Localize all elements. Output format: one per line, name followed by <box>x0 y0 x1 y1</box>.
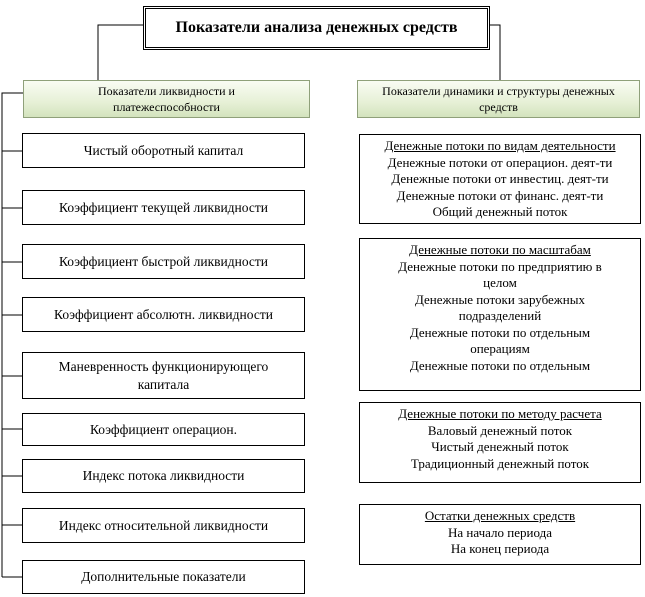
group-line: Традиционный денежный поток <box>410 455 590 471</box>
group-line: Денежные потоки от инвестиц. деят-ти <box>391 171 609 186</box>
right-group-cash-balances <box>359 504 641 565</box>
right-group-by-activity <box>359 134 641 224</box>
group-line: Денежные потоки зарубежных <box>415 291 585 307</box>
left-item-liquidity-flow-index <box>22 459 305 493</box>
left-item-label: Коэффициент абсолютн. ликвидности <box>54 306 273 322</box>
left-header-line-2: платежеспособности <box>113 100 220 114</box>
left-item-label-line-1: Маневренность функционирующего <box>58 358 269 374</box>
group-line: Общий денежный поток <box>432 204 568 219</box>
right-category-header <box>357 80 640 118</box>
left-item-relative-liquidity-index <box>22 508 305 543</box>
left-header-line-1: Показатели ликвидности и <box>98 84 235 98</box>
group-heading: Остатки денежных средств <box>424 508 576 523</box>
left-item-quick-ratio <box>22 244 305 279</box>
group-line: Денежные потоки по отдельным <box>409 324 591 340</box>
left-item-label: Индекс относительной ликвидности <box>58 517 269 533</box>
left-item-label: Чистый оборотный капитал <box>83 142 244 158</box>
left-item-label-line-2: капитала <box>137 376 190 392</box>
left-item-label: Индекс потока ликвидности <box>82 468 245 483</box>
diagram-title <box>143 6 490 50</box>
group-line: целом <box>483 275 517 290</box>
left-item-absolute-ratio <box>22 297 305 332</box>
left-item-additional-indicators <box>22 560 305 594</box>
group-line: Денежные потоки от операцион. деят-ти <box>387 154 613 170</box>
left-category-header <box>23 80 310 118</box>
left-item-operating-ratio <box>22 413 305 446</box>
left-item-label: Коэффициент операцион. <box>89 421 238 437</box>
right-header-line-1: Показатели динамики и структуры денежных <box>382 84 615 98</box>
group-line: На конец периода <box>450 541 550 556</box>
group-line: операциям <box>470 341 530 356</box>
group-line: Чистый денежный поток <box>431 439 569 454</box>
left-item-net-working-capital <box>22 133 305 168</box>
diagram-title-text: Показатели анализа денежных средств <box>175 19 458 36</box>
group-heading: Денежные потоки по масштабам <box>409 242 591 257</box>
left-item-label: Коэффициент быстрой ликвидности <box>58 253 269 269</box>
group-line: Денежные потоки от финанс. деят-ти <box>396 187 604 203</box>
group-heading: Денежные потоки по видам деятельности <box>384 138 616 153</box>
group-line: подразделений <box>458 308 542 323</box>
group-line: Денежные потоки по отдельным <box>409 357 591 373</box>
right-header-line-2: средств <box>479 100 518 114</box>
right-group-by-scale <box>359 238 641 391</box>
left-item-label: Коэффициент текущей ликвидности <box>59 199 268 215</box>
left-item-capital-maneuverability <box>22 352 305 399</box>
left-item-current-ratio <box>22 190 305 225</box>
group-heading: Денежные потоки по методу расчета <box>398 406 602 421</box>
group-line: На начало периода <box>448 524 552 540</box>
right-group-by-method <box>359 402 641 483</box>
group-line: Валовый денежный поток <box>427 422 573 438</box>
group-line: Денежные потоки по предприятию в <box>398 258 602 274</box>
left-item-label: Дополнительные показатели <box>81 569 246 584</box>
